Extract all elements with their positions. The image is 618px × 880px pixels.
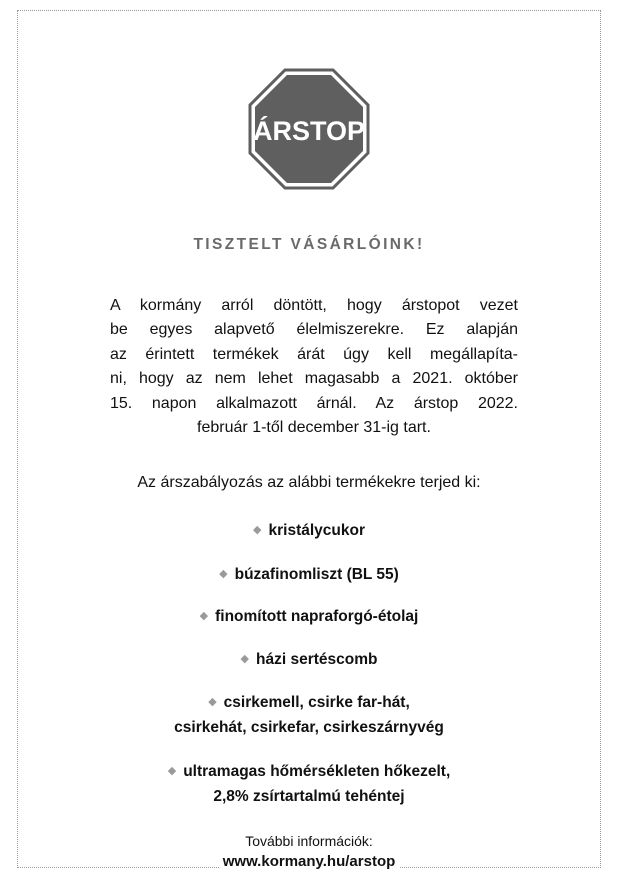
product-label: csirkehát, csirkefar, csirkeszárnyvég: [174, 719, 444, 736]
product-item: [0, 563, 618, 588]
paragraph-line: ni, hogy az nem lehet magasabb a 2021. október: [110, 370, 518, 388]
product-label: finomított napraforgó-étolaj: [215, 608, 419, 625]
product-label: kristálycukor: [268, 522, 365, 539]
more-info-label: További információk:: [245, 833, 373, 849]
product-item: [0, 760, 618, 809]
product-label: csirkemell, csirke far-hát,: [223, 694, 410, 711]
paragraph-line: 15. napon alkalmazott árnál. Az árstop 2022.: [110, 394, 518, 412]
diamond-bullet-icon: ◆: [208, 696, 217, 708]
product-item: [0, 691, 618, 740]
paragraph-line: február 1-től december 31-ig tart.: [197, 419, 431, 437]
product-label: 2,8% zsírtartalmú tehéntej: [213, 788, 405, 805]
paragraph-line: A kormány arról döntött, hogy árstopot vezet: [110, 297, 518, 314]
product-label: ultramagas hőmérsékleten hőkezelt,: [183, 763, 451, 780]
product-item: [0, 519, 618, 544]
paragraph-line: be egyes alapvető élelmiszerekre. Ez alapján: [110, 321, 518, 339]
logo-text: ÁRSTOP: [252, 116, 366, 146]
product-label: házi sertéscomb: [256, 651, 378, 668]
page-heading: TISZTELT VÁSÁRLÓINK!: [193, 236, 425, 253]
products-intro: Az árszabályozás az alábbi termékekre terjed ki:: [137, 474, 481, 491]
product-item: [0, 605, 618, 630]
diamond-bullet-icon: ◆: [167, 765, 177, 777]
diamond-bullet-icon: ◆: [253, 524, 262, 536]
paragraph-line: az érintett termékek árát úgy kell megállapíta-: [110, 345, 518, 363]
diamond-bullet-icon: ◆: [240, 653, 249, 665]
arstop-logo: [248, 68, 370, 190]
announcement-paragraph: [110, 294, 518, 440]
stop-sign-icon: [248, 68, 370, 190]
diamond-bullet-icon: ◆: [219, 568, 228, 580]
more-info-link[interactable]: www.kormany.hu/arstop: [219, 853, 400, 870]
product-item: [0, 648, 618, 673]
product-label: búzafinomliszt (BL 55): [234, 566, 399, 583]
diamond-bullet-icon: ◆: [199, 610, 209, 622]
more-info-link-wrap: [0, 853, 618, 870]
